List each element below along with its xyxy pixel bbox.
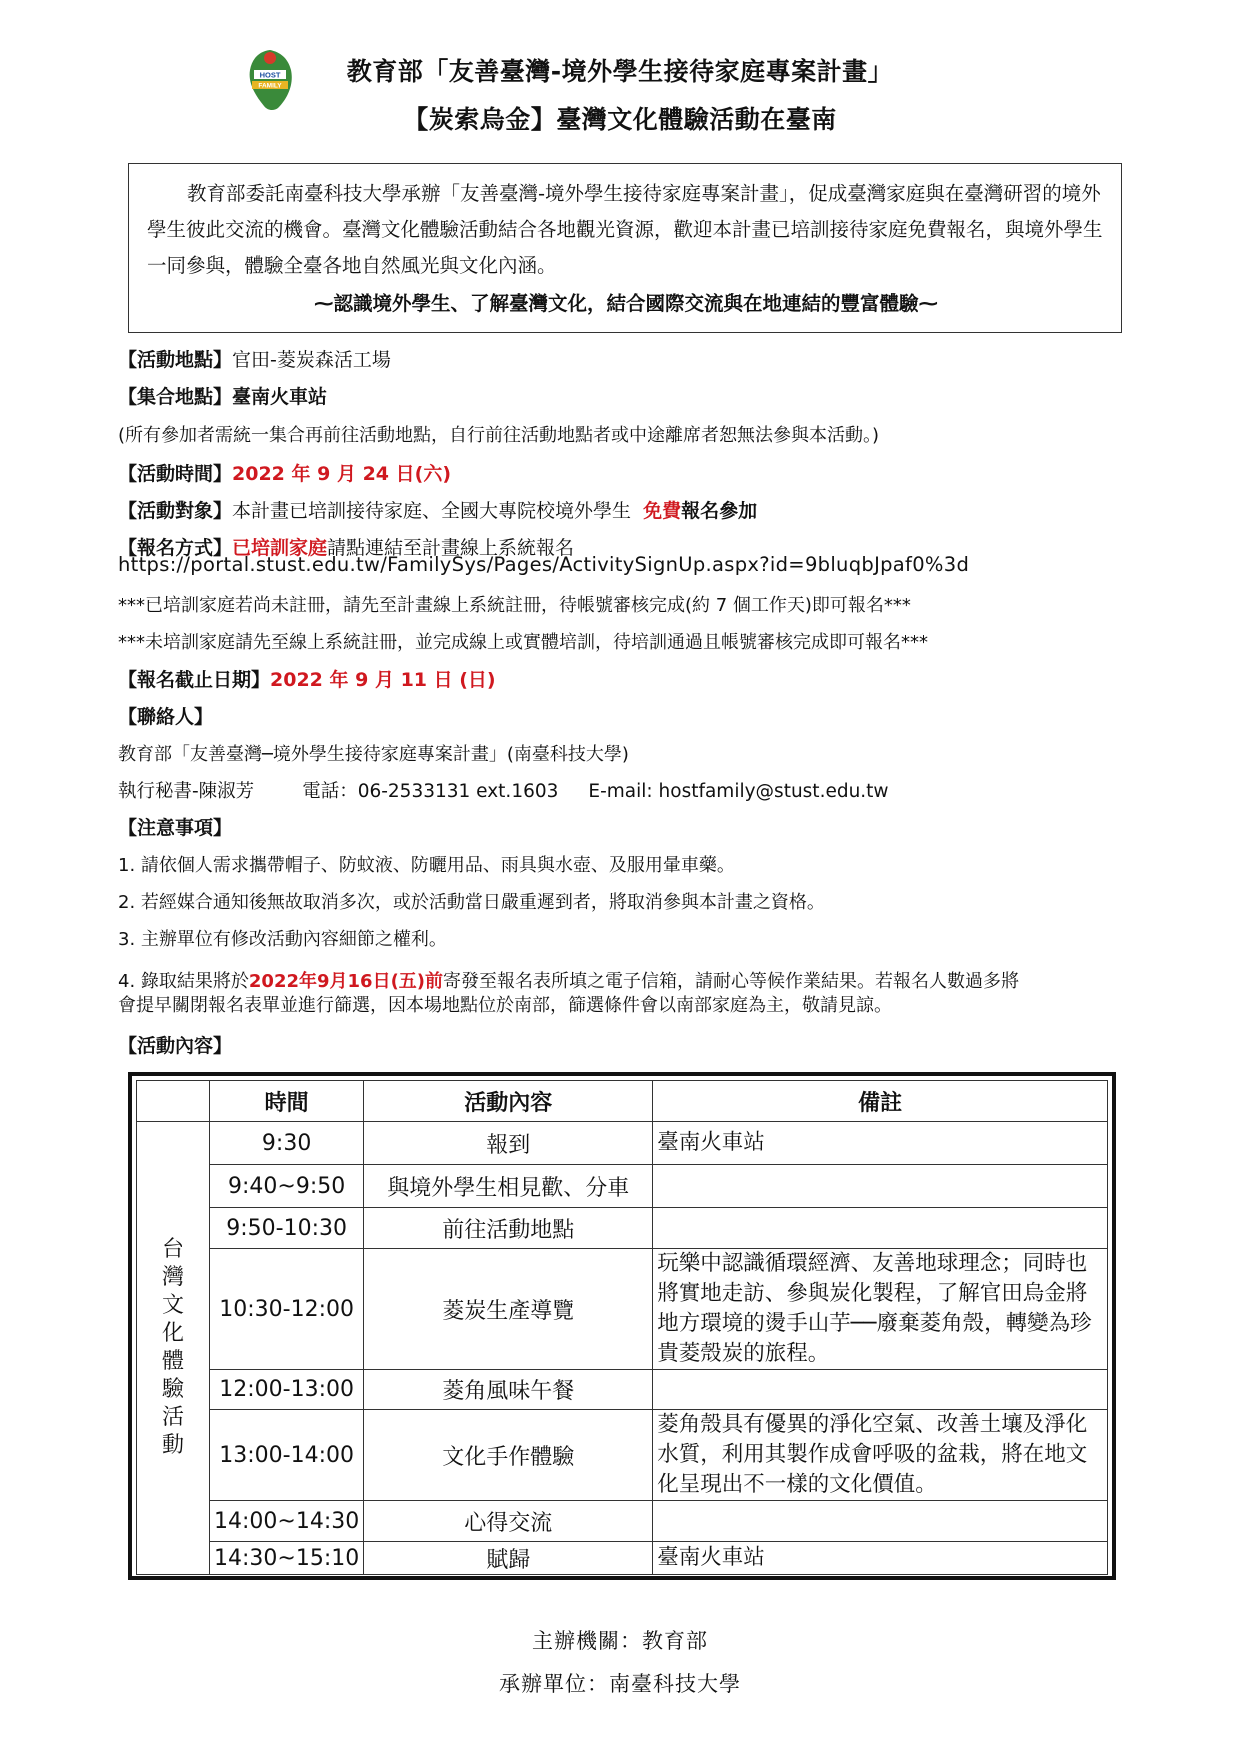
svg-text:FAMILY: FAMILY [258, 82, 282, 90]
header-empty [137, 1081, 210, 1122]
side-char: 文 [161, 1293, 184, 1318]
content-label: 【活動內容】 [118, 1035, 233, 1057]
row-time: 14:30~15:10 [210, 1542, 364, 1575]
contact-email[interactable]: E-mail: hostfamily@stust.edu.tw [588, 781, 889, 802]
signup-url-link[interactable]: https://portal.stust.edu.tw/FamilySys/Pages/ActivitySignUp.aspx?id=9bluqbJpaf0%3d [118, 553, 970, 576]
row-note [653, 1501, 1108, 1542]
location-value: 官田-菱炭森活工場 [232, 349, 391, 371]
footer-executor: 承辦單位：南臺科技大學 [499, 1672, 741, 1696]
target-free: 免費 [643, 500, 682, 522]
row-activity: 與境外學生相見歡、分車 [364, 1165, 653, 1208]
side-label [137, 1122, 210, 1575]
row-time: 13:00-14:00 [210, 1410, 364, 1501]
intro-box [128, 163, 1122, 333]
row-activity: 菱炭生產導覽 [364, 1249, 653, 1370]
table-row [137, 1208, 1108, 1249]
table-row [137, 1410, 1108, 1501]
signup-red: 已培訓家庭 [232, 537, 328, 559]
contact-label: 【聯絡人】 [118, 706, 214, 728]
notice-4 [118, 967, 1019, 993]
schedule-table [136, 1080, 1108, 1575]
side-char: 化 [161, 1321, 184, 1346]
location-line [118, 345, 391, 372]
table-row [137, 1501, 1108, 1542]
side-char: 動 [161, 1433, 184, 1458]
table-row [137, 1122, 1108, 1165]
target-suffix: 報名參加 [681, 500, 758, 522]
page-header [0, 52, 1240, 140]
side-char: 台 [161, 1237, 184, 1262]
row-activity: 文化手作體驗 [364, 1410, 653, 1501]
location-label: 【活動地點】 [118, 349, 233, 371]
row-time: 12:00-13:00 [210, 1370, 364, 1410]
notice-1: 1. 請依個人需求攜帶帽子、防蚊液、防曬用品、雨具與水壺、及服用暈車藥。 [118, 855, 735, 876]
meet-line [118, 382, 327, 409]
row-note [653, 1165, 1108, 1208]
svg-text:HOST: HOST [259, 70, 281, 80]
time-label: 【活動時間】 [118, 463, 233, 485]
signup-value: 請點連結至計畫線上系統報名 [327, 537, 575, 559]
deadline-line [118, 665, 496, 692]
row-activity: 心得交流 [364, 1501, 653, 1542]
deadline-value: 2022 年 9 月 11 日 (日) [270, 669, 496, 691]
row-note: 臺南火車站 [653, 1542, 1108, 1575]
side-char: 驗 [161, 1377, 184, 1402]
row-activity: 菱角風味午餐 [364, 1370, 653, 1410]
row-note: 臺南火車站 [653, 1122, 1108, 1165]
note-unregistered: ***未培訓家庭請先至線上系統註冊，並完成線上或實體培訓，待培訓通過且帳號審核完成即可報名*** [118, 632, 928, 653]
row-time: 10:30-12:00 [210, 1249, 364, 1370]
page-subtitle: 【炭索烏金】臺灣文化體驗活動在臺南 [403, 105, 837, 134]
meet-value: 臺南火車站 [232, 386, 328, 408]
row-note [653, 1370, 1108, 1410]
side-char: 活 [161, 1405, 184, 1430]
row-activity: 報到 [364, 1122, 653, 1165]
page-title: 教育部「友善臺灣-境外學生接待家庭專案計畫」 [346, 57, 894, 86]
notice-label: 【注意事項】 [118, 817, 233, 839]
table-row [137, 1165, 1108, 1208]
notice-4-prefix: 4. 錄取結果將於 [118, 971, 249, 992]
side-char: 體 [161, 1349, 184, 1374]
contact-org: 教育部「友善臺灣─境外學生接待家庭專案計畫」(南臺科技大學) [118, 744, 629, 765]
table-header-row [137, 1081, 1108, 1122]
meet-label: 【集合地點】 [118, 386, 233, 408]
target-label: 【活動對象】 [118, 500, 233, 522]
header-note: 備註 [653, 1081, 1108, 1122]
target-line [118, 496, 757, 523]
row-time: 14:00~14:30 [210, 1501, 364, 1542]
row-time: 9:40~9:50 [210, 1165, 364, 1208]
deadline-label: 【報名截止日期】 [118, 669, 271, 691]
meet-note: (所有參加者需統一集合再前往活動地點，自行前往活動地點者或中途離席者恕無法參與本活動。) [118, 425, 880, 446]
schedule-table-frame [128, 1072, 1116, 1580]
row-activity: 賦歸 [364, 1542, 653, 1575]
contact-phone: 電話：06-2533131 ext.1603 [302, 781, 559, 802]
table-row [137, 1370, 1108, 1410]
time-value: 2022 年 9 月 24 日(六) [232, 463, 451, 485]
notice-4-line2: 會提早關閉報名表單並進行篩選，因本場地點位於南部，篩選條件會以南部家庭為主，敬請見諒。 [118, 995, 892, 1016]
table-row [137, 1249, 1108, 1370]
target-value: 本計畫已培訓接待家庭、全國大專院校境外學生 [232, 500, 632, 522]
footer-organizer: 主辦機關：教育部 [532, 1629, 708, 1653]
row-time: 9:30 [210, 1122, 364, 1165]
notice-4-date: 2022年9月16日(五)前 [248, 971, 444, 992]
intro-slogan: ⁓認識境外學生、了解臺灣文化，結合國際交流與在地連結的豐富體驗⁓ [313, 292, 938, 315]
row-time: 9:50-10:30 [210, 1208, 364, 1249]
time-line [118, 459, 451, 486]
intro-paragraph: 教育部委託南臺科技大學承辦「友善臺灣-境外學生接待家庭專案計畫」，促成臺灣家庭與在臺灣研習的境外學生彼此交流的機會。臺灣文化體驗活動結合各地觀光資源，歡迎本計畫已培訓接待家庭免費報名，與境外學生一同參與，體驗全臺各地自然風光與文化內涵。 [147, 182, 1103, 277]
row-note [653, 1208, 1108, 1249]
contact-person: 執行秘書-陳淑芳 [118, 781, 255, 802]
header-time: 時間 [210, 1081, 364, 1122]
row-activity: 前往活動地點 [364, 1208, 653, 1249]
notice-3: 3. 主辦單位有修改活動內容細節之權利。 [118, 929, 447, 950]
contact-line [118, 777, 889, 803]
row-note: 菱角殼具有優異的淨化空氣、改善土壤及淨化水質，利用其製作成會呼吸的盆栽，將在地文化呈現出不一樣的文化價值。 [653, 1410, 1108, 1501]
signup-label: 【報名方式】 [118, 537, 233, 559]
table-row [137, 1542, 1108, 1575]
note-registered: ***已培訓家庭若尚未註冊，請先至計畫線上系統註冊，待帳號審核完成(約 7 個工作天)即可報名*** [118, 595, 911, 616]
notice-2: 2. 若經媒合通知後無故取消多次，或於活動當日嚴重遲到者，將取消參與本計畫之資格。 [118, 892, 825, 913]
row-note: 玩樂中認識循環經濟、友善地球理念；同時也將實地走訪、參與炭化製程，了解官田烏金將地方環境的燙手山芋──廢棄菱角殼，轉變為珍貴菱殼炭的旅程。 [653, 1249, 1108, 1370]
side-char: 灣 [161, 1265, 184, 1290]
header-activity: 活動內容 [364, 1081, 653, 1122]
notice-4-suffix: 寄發至報名表所填之電子信箱，請耐心等候作業結果。若報名人數過多將 [443, 971, 1020, 992]
